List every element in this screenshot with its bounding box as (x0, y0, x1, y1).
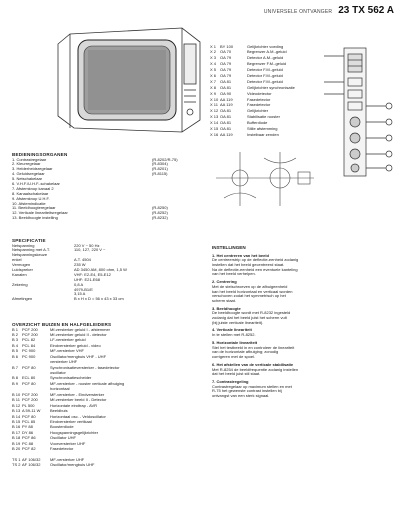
adjustments-title: INSTELLINGEN (212, 245, 246, 250)
spec-row: Zekering 0,8 A (12, 282, 84, 287)
diode-row: X 13 OA 81 Stabilisatie rooster (210, 114, 280, 120)
adjustment-paragraph: 6. Het afstellen van de verticale stabilisatie Met R-8254 de beeldfrequentie zodanig instellen dat het beeld juist stil staat. (212, 361, 299, 377)
controls-section (12, 152, 202, 221)
table-row: B 18 PCF 86 Oscillator UHF (12, 435, 77, 441)
tv-cabinet-drawing (50, 16, 205, 141)
table-row: B 17 DY 86 Hoogspanningsgelijkrichter (12, 429, 99, 435)
tubes-overview-title: OVERZICHT BUIZEN EN HALFGELEIDERS (12, 322, 112, 327)
list-item: 10. Afstemindicatie (12, 201, 46, 206)
list-item: 12. Verticale lineariteitsregelaar (R-8252) (12, 210, 168, 216)
tv-cabinet-svg (50, 16, 205, 141)
spec-row: Luidspreker AD 3450 AM, 800 ohm, 1,5 W (12, 267, 127, 272)
list-item: 9. Afstemknop U.H.F. (12, 196, 50, 201)
diode-row: X 1 BY 100 Gelijkrichter voeding (210, 43, 284, 49)
table-row: B 10 PCF 200 MF-versterker - Eindversterker (12, 391, 105, 397)
table-row: B 11 PCF 200 Mf-versterker beeld II - Detector (12, 397, 107, 403)
document-header (264, 5, 394, 17)
control-panel-svg (322, 44, 394, 184)
specification-title: SPECIFICATIE (12, 238, 46, 243)
adjustment-paragraph: 2. Centrering Met de stelschroeven op de afbuigeenheid kan het beeld horizontaal en verticaal worden verschoven zodat het symmetrisch op het scherm staat. (212, 279, 293, 303)
adjustment-schematic (210, 148, 320, 210)
table-row: horizontaal (50, 387, 70, 392)
table-row: B 7 PCF 80 Synchronisatieversterker - fasedetector (12, 364, 120, 370)
diode-row: X 6 OA 79 Detector F.M.-geluid (210, 73, 283, 78)
diode-list (210, 44, 322, 138)
diode-row: X 12 OA 81 Gelijkrichter (210, 108, 269, 114)
table-row: B 6 PC 900 Oscillator/mengbuis VHF - UHF (12, 353, 107, 359)
list-item: 13. Beeldhoogte instelling (R-8232) (12, 215, 168, 221)
spec-row: Netspanning 220 V ~ 50 Hz (12, 243, 100, 248)
diode-row: X 11 AA 119 Fasedetector (210, 102, 271, 108)
spec-row: 3,15 A (74, 292, 86, 297)
spec-row: enkel A.T. 4504 (12, 258, 91, 263)
table-row: B 13 A 59-11 W Beeldbuis (12, 408, 68, 414)
table-row: B 14 PCF 80 Horizontaal osc. - Veldoscillator (12, 413, 106, 419)
table-row: B 4 PCL 84 Eindversterker geluid - video (12, 342, 101, 348)
table-row: B 3 PCL 82 LF-versterker geluid (12, 337, 86, 343)
table-row: B 15 PCL 85 Eindversterker vertikaal (12, 418, 92, 424)
controls-title: BEDIENINGSORGANEN (12, 152, 68, 157)
table-row: B 20 PCF 82 Fasedetector (12, 446, 74, 452)
tubes-overview-section (12, 322, 202, 469)
document-subtitle: UNIVERSELE ONTVANGER (263, 9, 333, 15)
diode-row: X 8 OA 81 Gelijkrichter synchronisatie (210, 84, 295, 90)
list-item: 1. Contrastregelaar (R-8202/R-75) (12, 156, 178, 162)
diode-row: X 2 OA 70 Begrenzer A.M.-geluid (210, 49, 287, 55)
spec-row: Netspanning met A.T. 110, 127, 220 V ~ (12, 248, 106, 253)
table-row: TS 2 AF 106/32 Oscillator/mengbuis UHF (12, 462, 95, 468)
diode-row: X 14 OA 81 Bufferdiode (210, 120, 268, 126)
list-item: 7. Afstemknop kanaal 2 (12, 186, 54, 191)
diode-row: X 4 OA 79 Begrenzer F.M.-geluid (210, 61, 287, 67)
adjustment-paragraph: 1. Het centreren van het beeld De centreerstrip op de deflectie-eenheid zodanig instellen dat het beeld gecentreerd staat. Na de deflectie-eenheid een eventuele kanteling van het beeld verhelpen. (212, 252, 299, 277)
spec-row: Vermogen 235 W (12, 263, 86, 268)
spec-row: Netspanningskeuze (12, 253, 48, 258)
table-row: TS 1 AF 106/32 MF-versterker UHF (12, 457, 85, 462)
spec-row: Afmetingen B x H x D = 56 x 43 x 33 cm (12, 297, 124, 302)
control-panel-drawing (322, 44, 394, 184)
list-item: 3. Helderheidsregelaar (R-8201) (12, 166, 168, 172)
table-row: B 9 PCF 80 MF-versterker - rooster verticale afbuiging (12, 380, 125, 386)
model-number: 23 TX 562 A (338, 5, 394, 16)
list-item: 5. Netschakelaar (12, 177, 43, 182)
table-row: oscillator (50, 371, 66, 375)
list-item: 4. Geluidsregelaar (R-8115) (12, 171, 168, 177)
diode-row: X 15 OA 81 Stille afstemming (210, 126, 278, 132)
diode-row: X 16 AA 119 Instelbaar zenden (210, 131, 279, 137)
diode-row: X 7 OA 81 Detector F.M.-geluid (210, 78, 283, 84)
adjustments-section (212, 245, 394, 402)
table-row: B 2 PCF 200 Mf-versterker geluid II - detector (12, 331, 107, 337)
spec-row: Kanalen VHF: E2-E4, E5-E12 (12, 272, 111, 277)
spec-row: 4979-B1/E (74, 287, 93, 292)
list-item: 11. Beeldhoogteregelaar (R-8250) (12, 205, 168, 211)
table-row: B 1 PCF 200 Mf-versterker geluid I - afstemmer (12, 326, 111, 332)
adjustment-paragraph: 5. Horizontale lineariteit Stel het testbeeld in en controleer de lineariteit van de horizontale afbuiging; zonodig corrigeren met de spoel. (212, 339, 295, 360)
list-item: 6. V.H.F./U.H.F.-schakelaar (12, 181, 60, 186)
adjustment-paragraph: 3. Beeldhoogte De beeldhoogte wordt met R-8232 ingesteld zodanig dat het beeld juist het scherm vult (bij juiste verticale lineariteit). (212, 305, 291, 325)
table-row: B 12 PL 500 Horizontale eindtrap - AVR (12, 402, 98, 408)
table-row: B 19 PC 88 Voorversterker UHF (12, 440, 86, 446)
diode-row: X 5 OA 79 Detector F.M.-geluid (210, 67, 283, 73)
spec-row: UHF: E21-E68 (74, 277, 101, 282)
adjustment-paragraph: 7. Contrastregeling Contrastregelaar op maximum stellen en met R-75 het gewenste contrast instellen bij ontvangst van een sterk signaal. (212, 378, 292, 399)
diode-row: X 9 OA 90 Videodetector (210, 90, 272, 96)
list-item: 2. Kleurregelaar (R-8304) (12, 161, 168, 167)
adjustment-paragraph: 4. Verticale lineariteit In te stellen met R-8252. (212, 327, 256, 338)
table-row: B 16 PY 88 Boosterdiode (12, 424, 74, 430)
list-item: 8. Kanaalschakelaar (12, 191, 49, 196)
table-row: versterker UHF (50, 360, 78, 365)
table-row: B 8 ECL 80 Synchronisatiescheider (12, 375, 92, 381)
adjustment-schematic-svg (210, 148, 320, 210)
table-row: B 5 PC 900 MF-versterker VHF (12, 348, 84, 354)
diode-row: X 3 OA 79 Detector A.M.-geluid (210, 55, 284, 61)
diode-row: X 10 AA 119 Fasedetector (210, 96, 271, 102)
specification-section (12, 238, 202, 302)
